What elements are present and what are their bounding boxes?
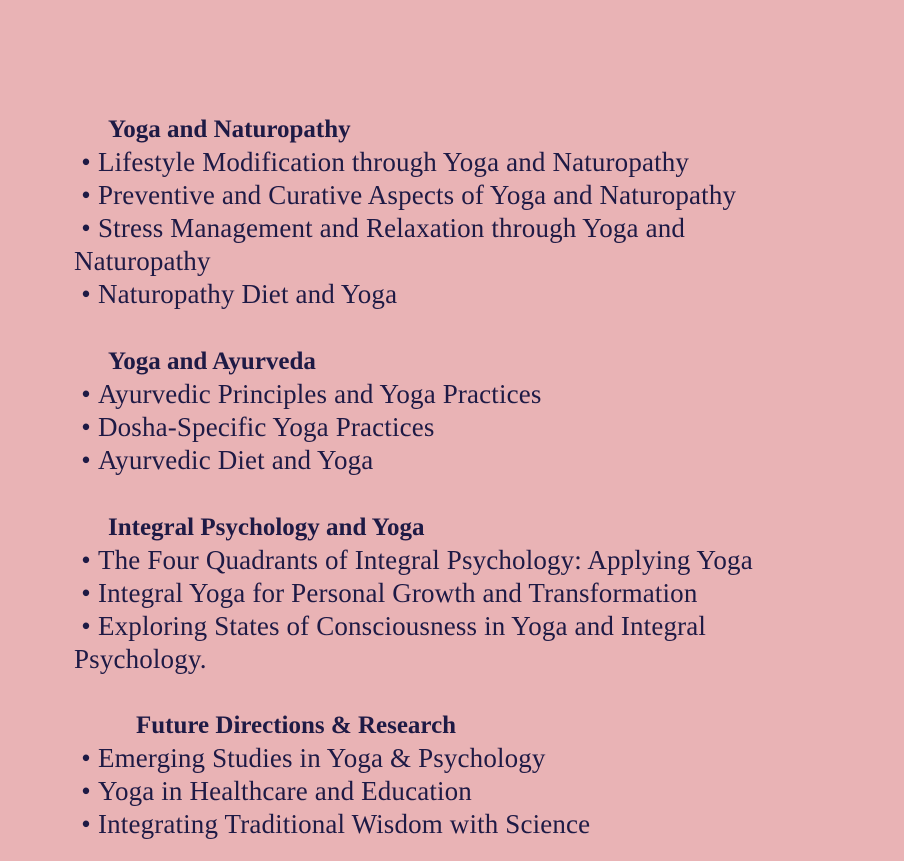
list-item-text: Lifestyle Modification through Yoga and Naturopathy: [98, 147, 690, 177]
bullet-icon: •: [81, 213, 91, 243]
bullet-icon: •: [81, 743, 91, 773]
section-title: Future Directions & Research: [136, 712, 457, 739]
list-item: [74, 742, 854, 775]
section-title: Integral Psychology and Yoga: [108, 514, 425, 541]
bullet-icon: •: [81, 611, 91, 641]
list-item-text: Preventive and Curative Aspects of Yoga and Naturopathy: [98, 180, 737, 210]
bullet-list: [74, 146, 854, 311]
list-item: [74, 610, 774, 676]
section-title: Yoga and Ayurveda: [108, 348, 316, 375]
list-item-text: Emerging Studies in Yoga & Psychology: [98, 743, 546, 773]
list-item-text: Stress Management and Relaxation through Yoga and Naturopathy: [74, 213, 686, 276]
list-item: [74, 808, 854, 841]
bullet-list: [74, 544, 854, 676]
bullet-icon: •: [81, 578, 91, 608]
bullet-icon: •: [81, 412, 91, 442]
list-item-text: Ayurvedic Diet and Yoga: [98, 445, 374, 475]
list-item: [74, 278, 854, 311]
section-integral-psychology: [74, 511, 854, 676]
list-item: [74, 544, 854, 577]
list-item-text: Exploring States of Consciousness in Yoga and Integral Psychology.: [74, 611, 707, 674]
bullet-icon: •: [81, 279, 91, 309]
list-item-text: Integral Yoga for Personal Growth and Transformation: [98, 578, 698, 608]
list-item-text: Ayurvedic Principles and Yoga Practices: [98, 379, 542, 409]
list-item: [74, 411, 854, 444]
bullet-list: [74, 378, 854, 477]
list-item-text: The Four Quadrants of Integral Psychology: Applying Yoga: [98, 545, 753, 575]
bullet-list: [74, 742, 854, 841]
list-item: [74, 146, 854, 179]
section-title: Yoga and Naturopathy: [108, 116, 351, 143]
bullet-icon: •: [81, 379, 91, 409]
list-item: [74, 212, 764, 278]
list-item-text: Yoga in Healthcare and Education: [98, 776, 472, 806]
list-item: [74, 775, 854, 808]
list-item-text: Integrating Traditional Wisdom with Science: [98, 809, 591, 839]
list-item-text: Dosha-Specific Yoga Practices: [98, 412, 435, 442]
list-item: [74, 577, 854, 610]
bullet-icon: •: [81, 445, 91, 475]
bullet-icon: •: [81, 809, 91, 839]
list-item-text: Naturopathy Diet and Yoga: [98, 279, 398, 309]
list-item: [74, 179, 854, 212]
section-future-directions: [74, 709, 854, 841]
list-item: [74, 444, 854, 477]
bullet-icon: •: [81, 776, 91, 806]
section-yoga-naturopathy: [74, 113, 854, 311]
list-item: [74, 378, 854, 411]
bullet-icon: •: [81, 147, 91, 177]
bullet-icon: •: [81, 545, 91, 575]
section-yoga-ayurveda: [74, 345, 854, 477]
bullet-icon: •: [81, 180, 91, 210]
